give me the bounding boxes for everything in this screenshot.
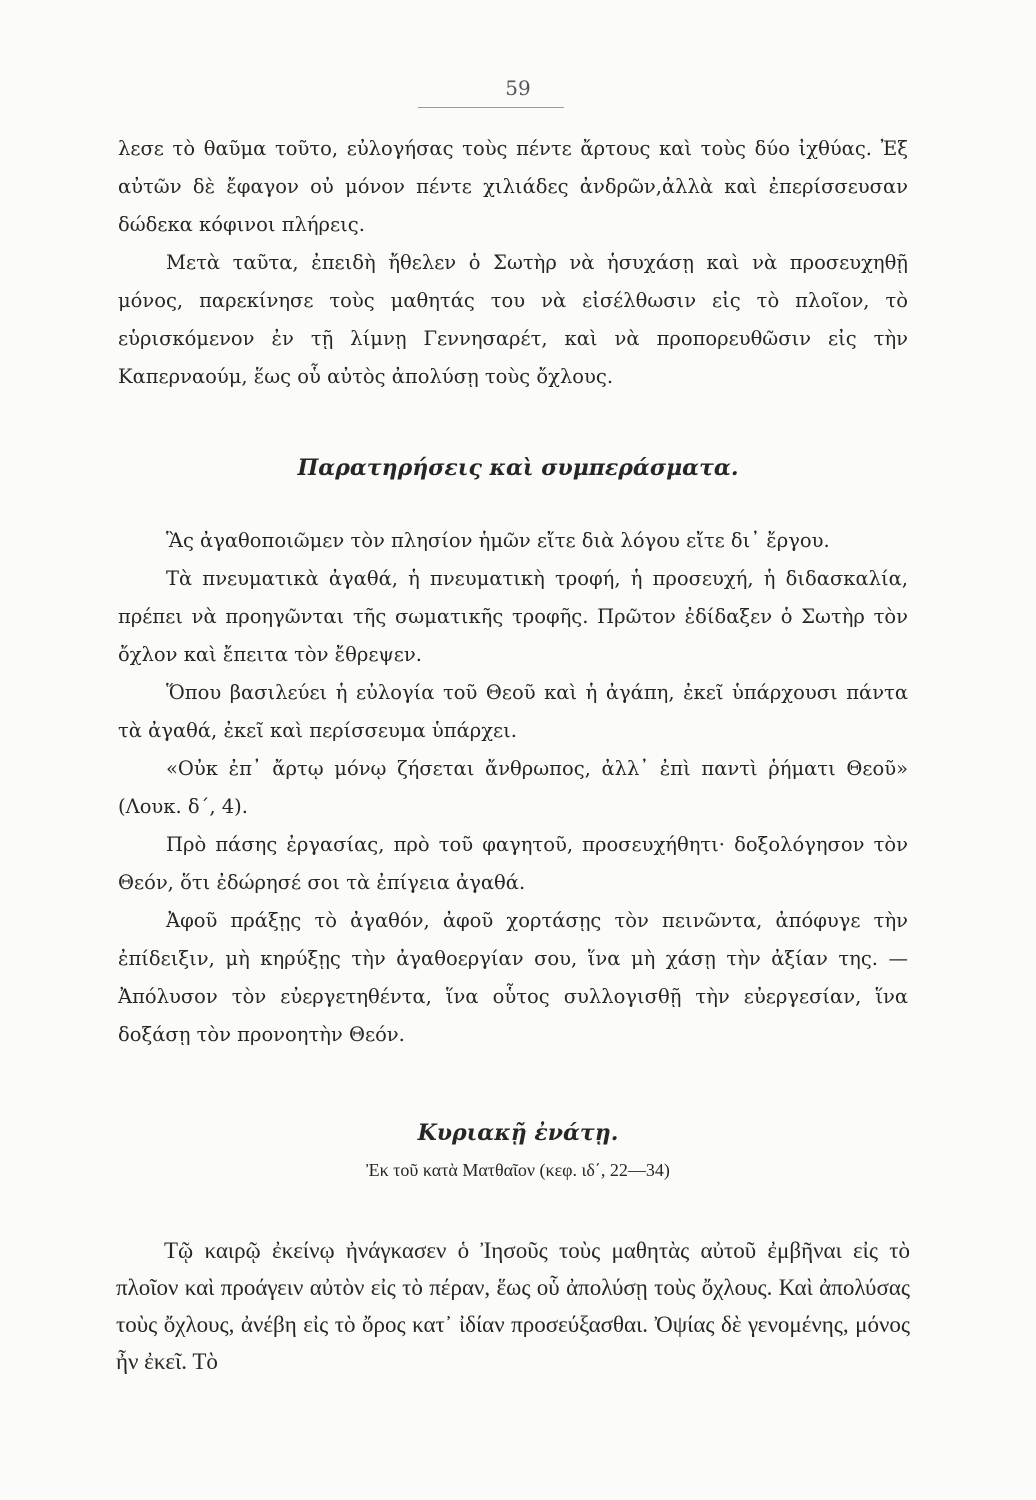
paragraph: Ἀφοῦ πράξῃς τὸ ἀγαθόν, ἀφοῦ χορτάσῃς τὸν πεινῶντα, ἀπόφυγε τὴν ἐπίδειξιν, μὴ κηρύξῃς τὴν ἀγαθοεργίαν σου, ἵνα μὴ χάσῃ τὴν ἀξίαν της. —Ἀπόλυσον τὸν εὐεργετηθέντα, ἵνα οὗτος συλλογισθῇ τὴν εὐεργεσίαν, ἵνα δοξάσῃ τὸν προνοητὴν Θεόν. [118, 909, 908, 1046]
paragraph: «Οὐκ ἐπ᾽ ἄρτῳ μόνῳ ζήσεται ἄνθρωπος, ἀλλ᾽ ἐπὶ παντὶ ῥήματι Θεοῦ» (Λουκ. δ΄, 4). [118, 757, 908, 818]
paragraph: Μετὰ ταῦτα, ἐπειδὴ ἤθελεν ὁ Σωτὴρ νὰ ἡσυχάσῃ καὶ νὰ προσευχηθῇ μόνος, παρεκίνησε τοὺς μαθητάς του νὰ εἰσέλθωσιν εἰς τὸ πλοῖον, τὸ εὑρισκόμενον ἐν τῇ λίμνῃ Γεννησαρέτ, καὶ νὰ προπορευθῶσιν εἰς τὴν Καπερναούμ, ἕως οὗ αὐτὸς ἀπολύσῃ τοὺς ὄχλους. [118, 251, 908, 388]
section-subtitle: Ἐκ τοῦ κατὰ Ματθαῖον (κεφ. ιδ΄, 22—34) [366, 1160, 670, 1180]
paragraph: Τῷ καιρῷ ἐκείνῳ ἠνάγκασεν ὁ Ἰησοῦς τοὺς μαθητὰς αὐτοῦ ἐμβῆναι εἰς τὸ πλοῖον καὶ προάγειν αὐτὸν εἰς τὸ πέραν, ἕως οὗ ἀπολύσῃ τοὺς ὄχλους. Καὶ ἀπολύσας τοὺς ὄχλους, ἀνέβη εἰς τὸ ὄρος κατ᾽ ἰδίαν προσεύξασθαι. Ὀψίας δὲ γενομένης, μόνος ἦν ἐκεῖ. Τὸ [116, 1238, 910, 1374]
page-number: 59 [505, 76, 531, 100]
paragraph: λεσε τὸ θαῦμα τοῦτο, εὐλογήσας τοὺς πέντε ἄρτους καὶ τοὺς δύο ἰχθύας. Ἐξ αὐτῶν δὲ ἔφαγον οὐ μόνον πέντε χιλιάδες ἀνδρῶν,ἀλλὰ καὶ ἐπερίσσευσαν δώδεκα κόφινοι πλήρεις. [118, 137, 908, 236]
section-heading: Κυριακῇ ἐνάτῃ. [417, 1120, 619, 1146]
header-rule [418, 107, 564, 108]
text-block-3 [116, 1232, 910, 1380]
section-heading: Παρατηρήσεις καὶ συμπεράσματα. [297, 455, 739, 481]
text-block-1 [118, 130, 908, 396]
paragraph: Τὰ πνευματικὰ ἀγαθά, ἡ πνευματικὴ τροφή, ἡ προσευχή, ἡ διδασκαλία, πρέπει νὰ προηγῶνται τῆς σωματικῆς τροφῆς. Πρῶτον ἐδίδαξεν ὁ Σωτὴρ τὸν ὄχλον καὶ ἔπειτα τὸν ἔθρεψεν. [118, 567, 908, 666]
paragraph: Πρὸ πάσης ἐργασίας, πρὸ τοῦ φαγητοῦ, προσευχήθητι· δοξολόγησον τὸν Θεόν, ὅτι ἐδώρησέ σοι τὰ ἐπίγεια ἀγαθά. [118, 833, 908, 894]
paragraph: Ὅπου βασιλεύει ἡ εὐλογία τοῦ Θεοῦ καὶ ἡ ἀγάπη, ἐκεῖ ὑπάρχουσι πάντα τὰ ἀγαθά, ἐκεῖ καὶ περίσσευμα ὑπάρχει. [118, 681, 908, 742]
paragraph: Ἃς ἀγαθοποιῶμεν τὸν πλησίον ἡμῶν εἴτε διὰ λόγου εἴτε δι᾽ ἔργου. [166, 529, 830, 552]
text-block-2 [118, 522, 908, 1054]
